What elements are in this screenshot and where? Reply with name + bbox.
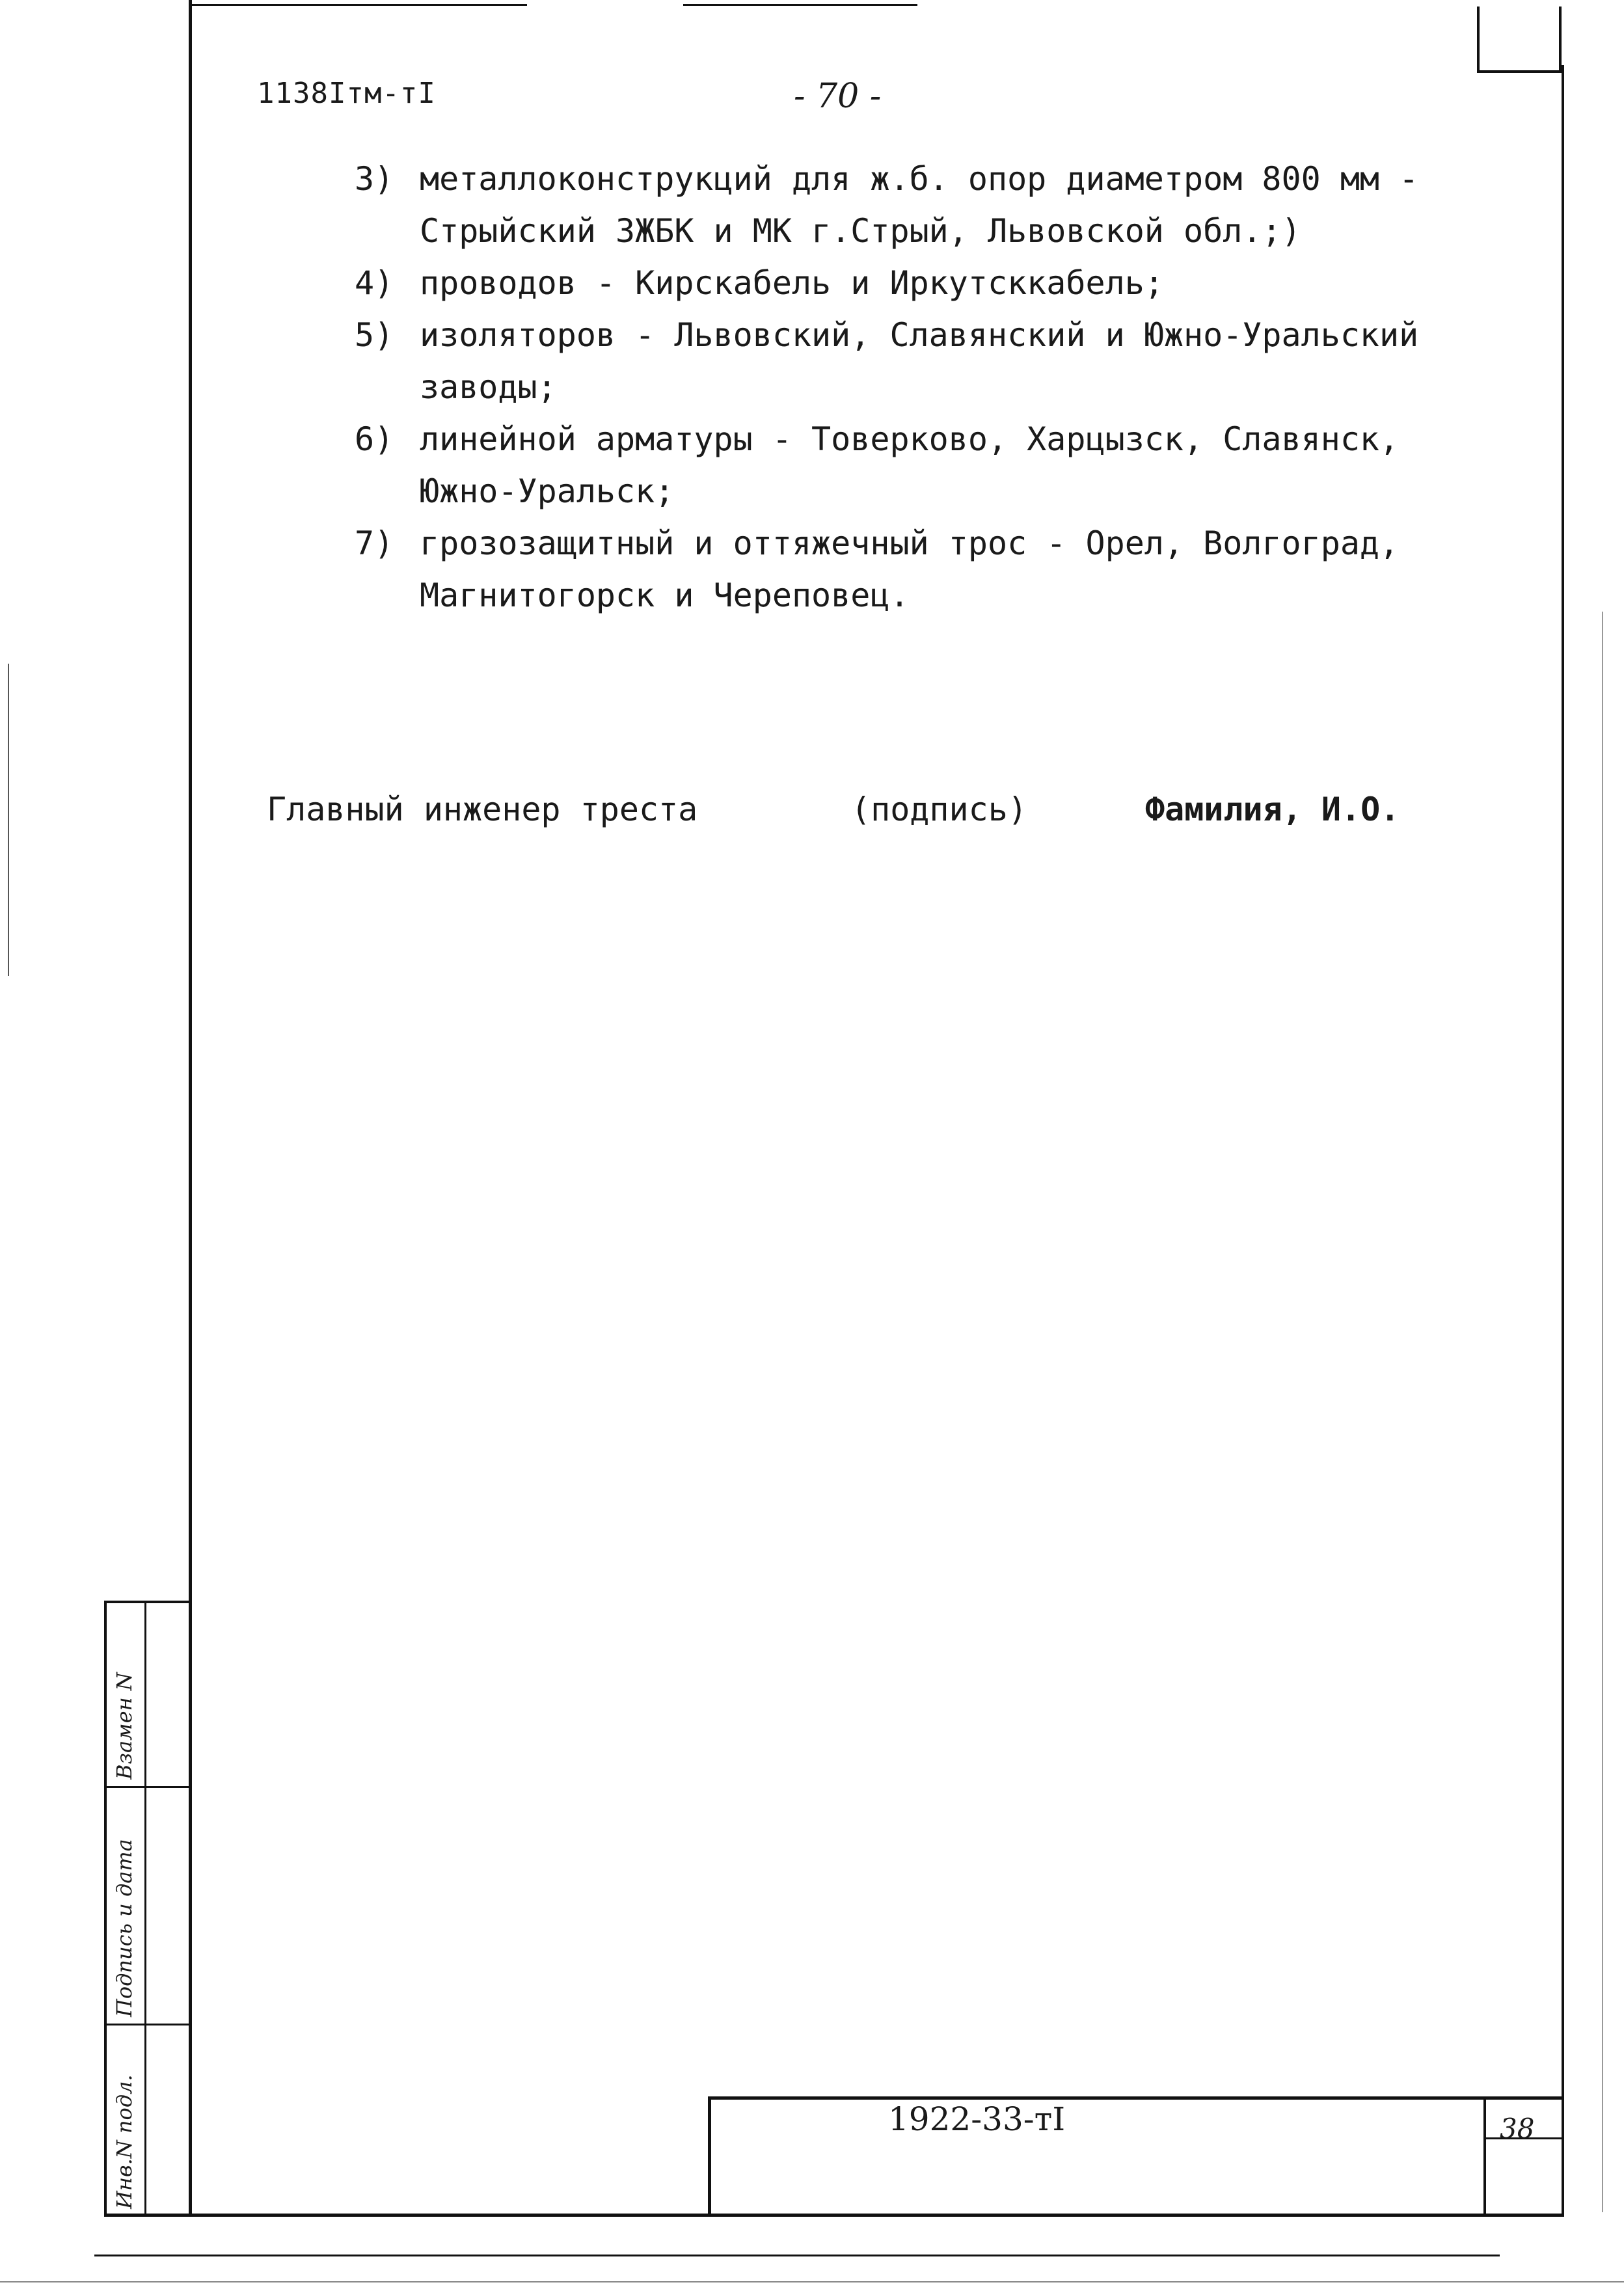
list-item <box>355 257 1422 309</box>
corner-bracket-vertical <box>1477 7 1480 72</box>
header-doc-code: 1138Iтм-тI <box>257 77 436 110</box>
sheet-number: 38 <box>1500 2113 1535 2145</box>
list-item-number: 4) <box>355 264 394 302</box>
list-item-number: 6) <box>355 420 394 458</box>
corner-bracket-horizontal <box>1477 70 1564 73</box>
side-table-left <box>104 1601 107 2215</box>
frame-right-border <box>1562 65 1564 2215</box>
side-label-replacement: Взамен N <box>112 1672 137 1780</box>
side-label-signature-date: Подпись и дата <box>112 1839 137 2017</box>
signature-title: Главный инженер треста <box>267 791 698 828</box>
list-item-text: проводов - Кирскабель и Иркутсккабель; <box>420 264 1164 302</box>
list-item <box>355 153 1422 205</box>
signature-name: Фамилия, И.О. <box>1145 791 1400 828</box>
materials-list <box>355 153 1422 621</box>
scan-mark-right <box>1602 612 1603 2212</box>
list-item-text: грозозащитный и оттяжечный трос - Орел, Волгоград, <box>420 524 1400 562</box>
frame-bottom-border <box>104 2214 1564 2217</box>
frame-top-border-2 <box>683 4 917 6</box>
side-table-top <box>104 1601 191 1603</box>
list-item-number: 5) <box>355 316 394 354</box>
side-table-divider-1 <box>104 1786 191 1788</box>
bottom-rule-2 <box>0 2281 1624 2282</box>
stamp-sheet-divider <box>1483 2096 1486 2215</box>
stamp-doc-code: 1922-33-тI <box>888 2100 1066 2138</box>
page-number: - 70 - <box>794 77 882 116</box>
signature-placeholder: (подпись) <box>851 791 1027 828</box>
list-item-continuation: Южно-Уральск; <box>420 472 675 510</box>
list-item-continuation: Стрыйский ЗЖБК и МК г.Стрый, Львовской обл.;) <box>420 212 1301 250</box>
list-item <box>355 517 1422 569</box>
list-item <box>355 413 1422 465</box>
list-item-continuation: заводы; <box>420 368 557 406</box>
list-item-text: металлоконструкций для ж.б. опор диаметром 800 мм - <box>420 160 1419 198</box>
list-item-continuation: Магнитогорск и Череповец. <box>420 576 910 614</box>
stamp-top <box>708 2096 1564 2100</box>
side-table-col <box>144 1601 146 2215</box>
frame-left-border <box>189 0 192 2215</box>
list-item-number: 3) <box>355 160 394 198</box>
scan-mark-left <box>8 664 9 976</box>
corner-bracket-right <box>1559 7 1562 72</box>
list-item-text: изоляторов - Львовский, Славянский и Южно-Уральский <box>420 316 1419 354</box>
stamp-left <box>708 2096 711 2215</box>
bottom-rule <box>94 2255 1500 2256</box>
side-label-inventory: Инв.N подл. <box>112 2074 137 2209</box>
side-table-divider-2 <box>104 2024 191 2025</box>
frame-top-border <box>189 4 527 6</box>
list-item-number: 7) <box>355 524 394 562</box>
list-item-text: линейной арматуры - Товерково, Харцызск, Славянск, <box>420 420 1400 458</box>
list-item <box>355 309 1422 361</box>
